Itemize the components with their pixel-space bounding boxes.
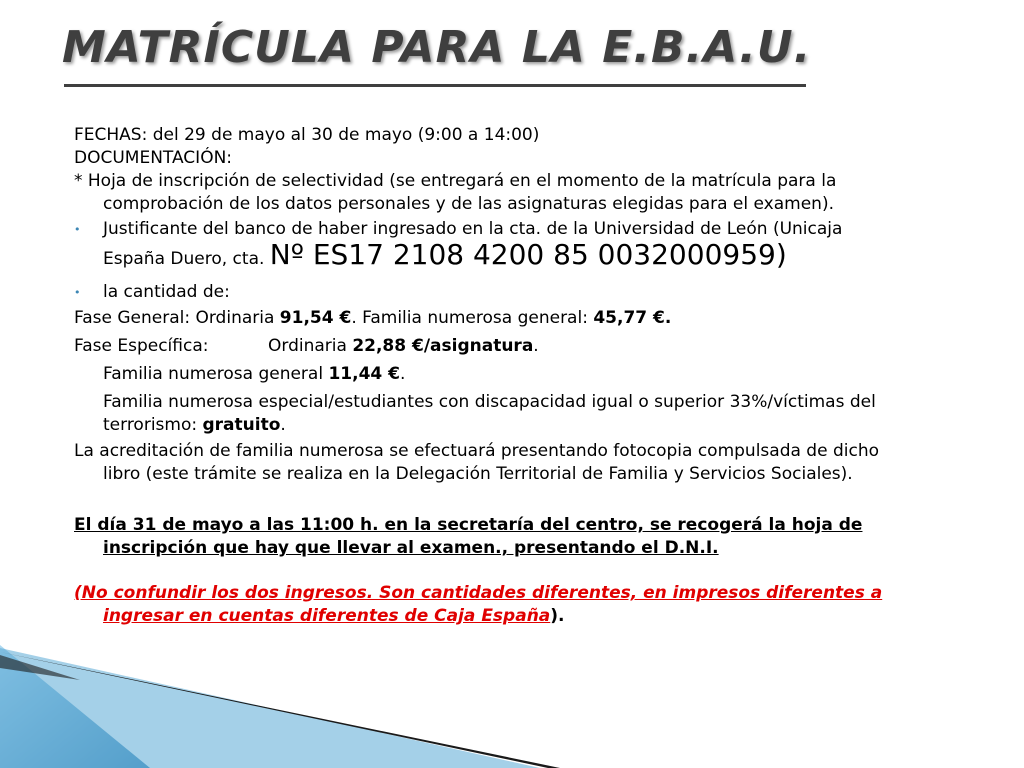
fase-especifica-suffix: . (533, 336, 539, 356)
documentacion-label: DOCUMENTACIÓN: (74, 148, 233, 168)
fase-especifica-line (74, 335, 954, 358)
aviso-warning (74, 582, 954, 628)
fase-especifica-amount: 22,88 €/asignatura (352, 336, 534, 356)
recogida-notice: El día 31 de mayo a las 11:00 h. en la secretaría del centro, se recogerá la hoja de inscripción que hay que llevar al examen., presentando el D.N.I. (74, 515, 863, 558)
acreditacion-paragraph: La acreditación de familia numerosa se efectuará presentando fotocopia compulsada de dicho libro (este trámite se realiza en la Delegación Territorial de Familia y Servicios Sociales). (74, 441, 880, 484)
bank-account-number: Nº ES17 2108 4200 85 0032000959 (269, 238, 776, 271)
fechas-value: del 29 de mayo al 30 de mayo (9:00 a 14:00) (152, 125, 540, 145)
justificante-line2 (103, 237, 954, 277)
fase-general-familia-amount: 45,77 €. (593, 308, 672, 328)
familia-general-amount: 11,44 € (328, 364, 400, 384)
hoja-inscripcion-item: * Hoja de inscripción de selectividad (se entregará en el momento de la matrícula para la comprobación de los datos personales y de las asignaturas elegidas para el examen). (74, 171, 837, 214)
familia-general-line (74, 363, 954, 386)
fase-especifica-label: Fase Específica: (74, 336, 209, 356)
bullet-icon: • (74, 286, 81, 299)
justificante-line1: Justificante del banco de haber ingresado en la cta. de la Universidad de León (Unicaja (103, 219, 843, 239)
document-body (74, 124, 954, 628)
fechas-label: FECHAS (74, 125, 142, 145)
fase-general-line (74, 307, 954, 330)
spacer (74, 486, 954, 514)
fase-especifica-prefix: Ordinaria (268, 336, 353, 356)
fase-general-prefix: Fase General: Ordinaria (74, 308, 280, 328)
cantidad-label: la cantidad de: (103, 282, 230, 302)
bullet-icon: • (74, 223, 81, 236)
aviso-text: (No confundir los dos ingresos. Son cantidades diferentes, en impresos diferentes a ingresar en cuentas diferentes de Caja España (74, 583, 883, 626)
fase-general-middle: . Familia numerosa general: (351, 308, 594, 328)
cantidad-item (74, 281, 954, 304)
familia-especial-text: Familia numerosa especial/estudiantes con discapacidad igual o superior 33%/víctimas del terrorismo: (103, 392, 876, 435)
fase-general-ordinaria-amount: 91,54 € (279, 308, 352, 328)
page-title: MATRÍCULA PARA LA E.B.A.U. (62, 22, 812, 73)
familia-especial-line (74, 391, 954, 437)
familia-especial-amount: gratuito (202, 415, 281, 435)
title-underline (64, 84, 806, 87)
aviso-end: ). (550, 606, 565, 626)
familia-general-suffix: . (400, 364, 406, 384)
justificante-line2-prefix: España Duero, cta. (103, 249, 270, 269)
familia-especial-suffix: . (280, 415, 286, 435)
fechas-line (74, 124, 954, 147)
fechas-separator: : (141, 125, 153, 145)
justificante-item (74, 218, 954, 277)
spacer (74, 560, 954, 582)
justificante-close: ) (775, 238, 787, 271)
familia-general-prefix: Familia numerosa general (103, 364, 329, 384)
